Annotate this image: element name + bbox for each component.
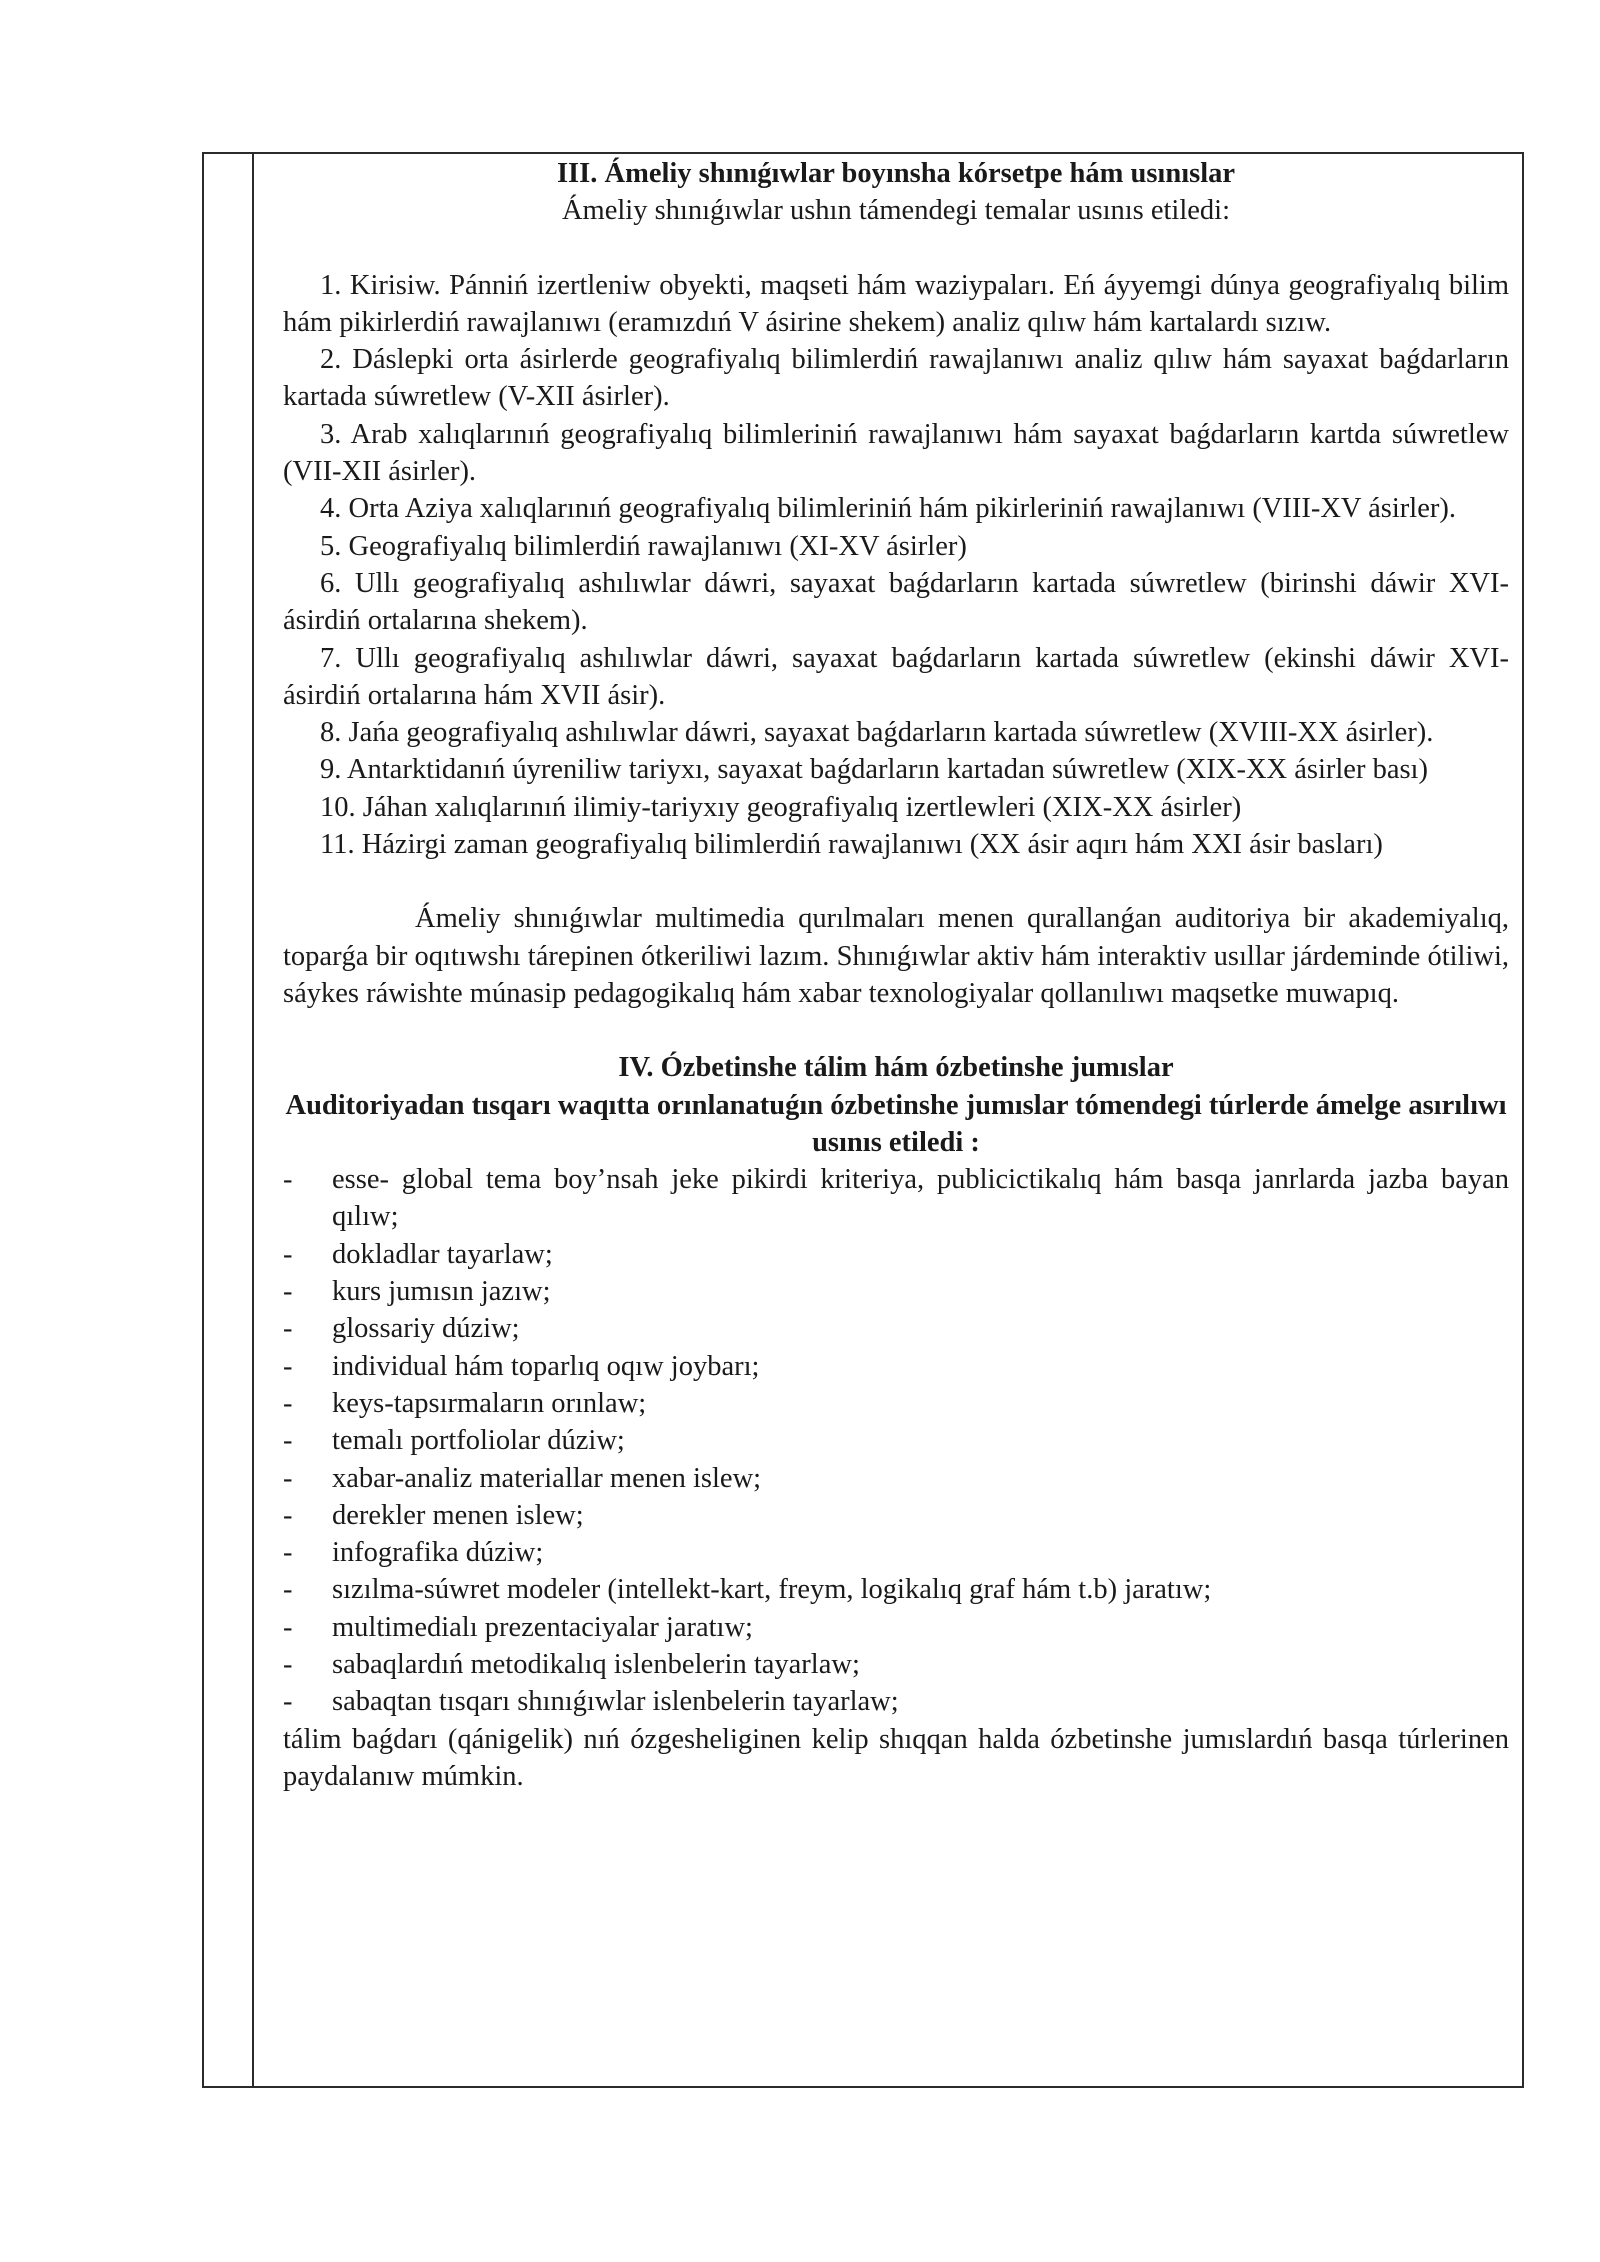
list-item <box>283 1609 1509 1646</box>
topic-item-4: 4. Orta Aziya xalıqlarınıń geografiyalıq bilimleriniń hám pikirleriniń rawajlanıwı (VIII-XV ásirler). <box>320 493 1456 525</box>
list-bullet: - <box>283 1387 293 1419</box>
section-4-closing: tálim baǵdarı (qánigelik) nıń ózgesheliginen kelip shıqqan halda ózbetinshe jumıslardıń basqa túrlerinen paydalanıw múmkin. <box>283 1723 1509 1792</box>
topic-item-5: 5. Geografiyalıq bilimlerdiń rawajlanıwı (XI-XV ásirler) <box>320 530 967 562</box>
independent-work-list <box>283 1161 1509 1720</box>
list-item <box>283 1236 1509 1273</box>
topic-item-1: 1. Kirisiw. Pánniń izertleniw obyekti, maqseti hám waziypaları. Eń áyyemgi dúnya geografiyalıq bilim hám pikirlerdiń rawajlanıwı (eramızdıń V ásirine shekem) analiz qılıw hám kartalardı sızıw. <box>283 269 1509 338</box>
list-bullet: - <box>283 1686 293 1718</box>
list-item-text: sabaqtan tısqarı shınıǵıwlar islenbelerin tayarlaw; <box>332 1686 899 1718</box>
list-item <box>283 1646 1509 1683</box>
list-item <box>283 1460 1509 1497</box>
topic-item-3: 3. Arab xalıqlarınıń geografiyalıq bilimleriniń rawajlanıwı hám sayaxat baǵdarların kartda súwretlew (VII-XII ásirler). <box>283 418 1509 488</box>
topic-item-9: 9. Antarktidanıń úyreniliw tariyxı, sayaxat baǵdarların kartadan súwretlew (XIX-XX ásirler bası) <box>320 754 1428 786</box>
list-item <box>283 1273 1509 1310</box>
list-item <box>283 1310 1509 1347</box>
section-4-subtitle: Auditoriyadan tısqarı waqıtta orınlanatuǵın ózbetinshe jumıslar tómendegi túrlerde ámelge asırılıwı usınıs etiledi : <box>285 1089 1507 1158</box>
topic-item-6: 6. Ullı geografiyalıq ashılıwlar dáwri, sayaxat baǵdarların kartada súwretlew (birinshi dáwir XVI-ásirdiń ortalarına shekem). <box>283 567 1509 637</box>
list-item-text: xabar-analiz materiallar menen islew; <box>332 1462 762 1494</box>
section-3-subtitle: Ámeliy shınıǵıwlar ushın támendegi temalar usınıs etiledi: <box>561 195 1231 227</box>
list-item <box>283 1497 1509 1534</box>
section-3-paragraph: Ámeliy shınıǵıwlar multimedia qurılmaları menen qurallanǵan auditoriya bir akademiyalıq, toparǵa bir oqıtıwshı tárepinen ótkeriliwi lazım. Shınıǵıwlar aktiv hám interaktiv usıllar járdeminde ótiliwi, sáykes ráwishte múnasip pedagogikalıq hám xabar texnologiyalar qollanılıwı maqsetke muwapıq. <box>283 903 1509 1009</box>
list-item <box>283 1422 1509 1459</box>
list-item <box>283 1571 1509 1608</box>
list-bullet: - <box>283 1648 293 1680</box>
list-bullet: - <box>283 1537 293 1569</box>
list-item-text: kurs jumısın jazıw; <box>332 1276 551 1308</box>
list-bullet: - <box>283 1238 293 1270</box>
list-item <box>283 1683 1509 1720</box>
list-item-text: infografika dúziw; <box>332 1537 544 1569</box>
topic-item-8: 8. Jańa geografiyalıq ashılıwlar dáwri, sayaxat baǵdarların kartada súwretlew (XVIII-XX ásirler). <box>320 717 1434 749</box>
list-item-text: multimedialı prezentaciyalar jaratıw; <box>332 1611 753 1643</box>
list-item-text: esse- global tema boy’nsah jeke pikirdi kriteriya, publicictikalıq hám basqa janrlarda jazba bayan qılıw; <box>332 1164 1509 1233</box>
list-item-text: sızılma-súwret modeler (intellekt-kart, freym, logikalıq graf hám t.b) jaratıw; <box>332 1574 1212 1606</box>
list-item-text: derekler menen islew; <box>332 1499 584 1531</box>
list-item <box>283 1161 1509 1236</box>
topic-item-11: 11. Házirgi zaman geografiyalıq bilimlerdiń rawajlanıwı (XX ásir aqırı hám XXI ásir basları) <box>320 829 1383 861</box>
document-body <box>283 155 1509 1795</box>
list-item <box>283 1348 1509 1385</box>
list-bullet: - <box>283 1574 293 1606</box>
list-item <box>283 1534 1509 1571</box>
list-bullet: - <box>283 1313 293 1345</box>
list-bullet: - <box>283 1499 293 1531</box>
list-item-text: dokladlar tayarlaw; <box>332 1238 553 1270</box>
spacer <box>283 863 1509 900</box>
topic-item-2: 2. Dáslepki orta ásirlerde geografiyalıq bilimlerdiń rawajlanıwı analiz qılıw hám sayaxat baǵdarların kartada súwretlew (V-XII ásirler). <box>283 344 1509 413</box>
list-item-text: temalı portfoliolar dúziw; <box>332 1425 625 1457</box>
list-bullet: - <box>283 1350 293 1382</box>
list-item-text: sabaqlardıń metodikalıq islenbelerin tayarlaw; <box>332 1648 860 1680</box>
list-bullet: - <box>283 1276 293 1308</box>
list-item <box>283 1385 1509 1422</box>
list-bullet: - <box>283 1164 293 1196</box>
section-3-title: III. Ámeliy shınıǵıwlar boyınsha kórsetpe hám usınıslar <box>556 158 1236 189</box>
section-4-title: IV. Ózbetinshe tálim hám ózbetinshe jumıslar <box>618 1052 1174 1084</box>
list-bullet: - <box>283 1462 293 1494</box>
topic-item-7: 7. Ullı geografiyalıq ashılıwlar dáwri, sayaxat baǵdarların kartada súwretlew (ekinshi dáwir XVI-ásirdiń ortalarına hám XVII ásir). <box>283 642 1509 711</box>
list-bullet: - <box>283 1611 293 1643</box>
topic-item-10: 10. Jáhan xalıqlarınıń ilimiy-tariyxıy geografiyalıq izertlewleri (XIX-XX ásirler) <box>320 791 1242 823</box>
table-column-divider <box>252 152 254 2088</box>
list-bullet: - <box>283 1425 293 1457</box>
list-item-text: individual hám toparlıq oqıw joybarı; <box>332 1350 760 1382</box>
spacer <box>283 1012 1509 1049</box>
list-item-text: keys-tapsırmaların orınlaw; <box>332 1387 647 1419</box>
list-item-text: glossariy dúziw; <box>332 1313 520 1345</box>
spacer <box>283 230 1509 267</box>
